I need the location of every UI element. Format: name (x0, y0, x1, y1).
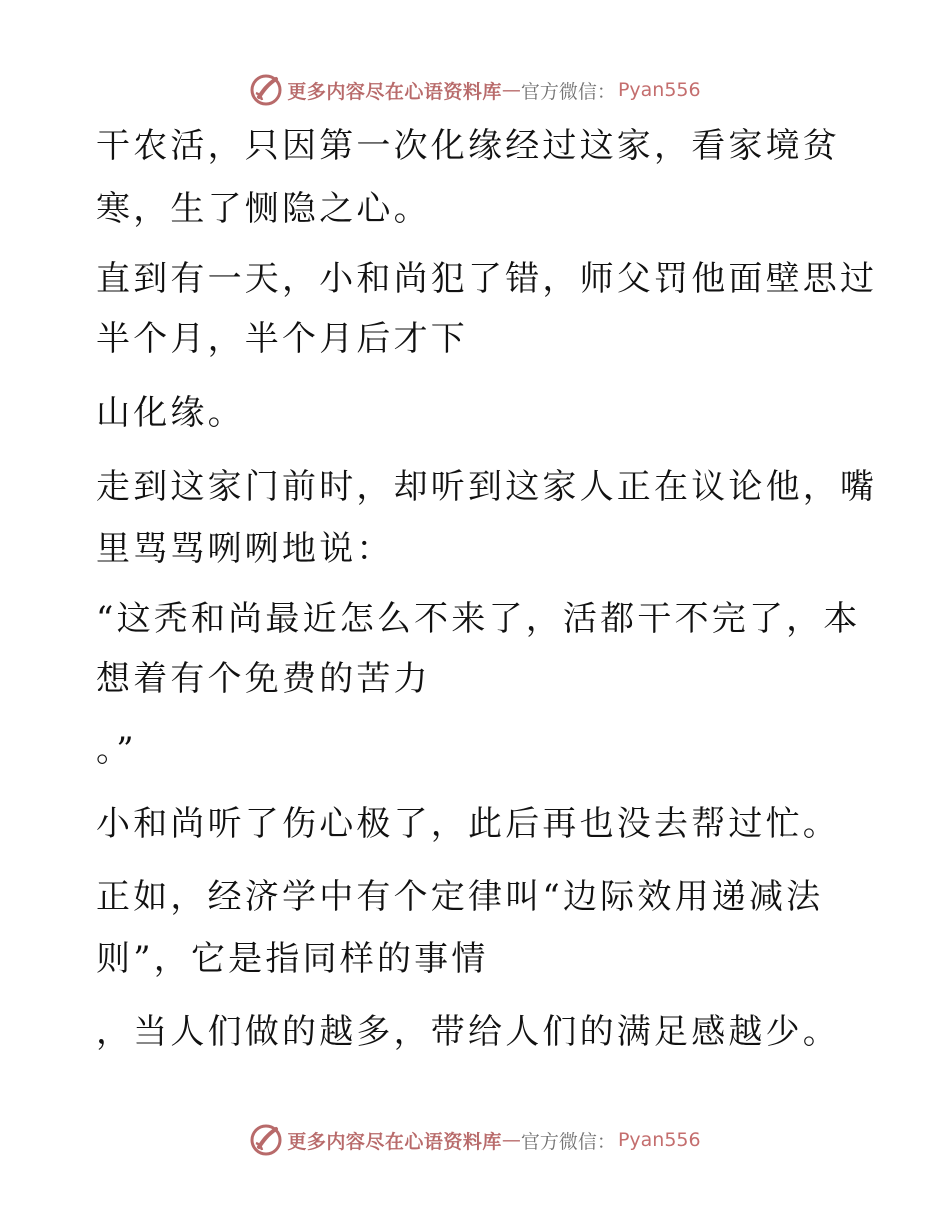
watermark-main-text: 更多内容尽在心语资料库 (287, 80, 502, 103)
body-line: 则”，它是指同样的事情 (96, 939, 489, 979)
watermark-wechat-id: Pyan556 (617, 1129, 701, 1151)
watermark-separator: — (501, 79, 521, 101)
body-line: 山化缘。 (96, 393, 245, 433)
watermark-official-label: 官方微信： (520, 80, 616, 103)
footer-watermark (0, 1120, 950, 1160)
body-line: 走到这家门前时，却听到这家人正在议论他，嘴 (96, 467, 878, 507)
body-line: 。” (96, 730, 137, 770)
brush-seal-logo-icon (249, 1123, 283, 1157)
body-line: 半个月，半个月后才下 (96, 319, 468, 359)
body-line: ，当人们做的越多，带给人们的满足感越少。 (96, 1012, 840, 1052)
body-line: 小和尚听了伤心极了，此后再也没去帮过忙。 (96, 804, 840, 844)
body-line: 直到有一天，小和尚犯了错，师父罚他面壁思过 (96, 259, 878, 299)
body-line: 想着有个免费的苦力 (96, 659, 431, 699)
watermark-main-text: 更多内容尽在心语资料库 (287, 1130, 502, 1153)
body-line: 干农活，只因第一次化缘经过这家，看家境贫 (96, 126, 840, 166)
watermark-official-label: 官方微信： (520, 1130, 616, 1153)
watermark-separator: — (501, 1129, 521, 1151)
body-line: “这秃和尚最近怎么不来了，活都干不完了，本 (96, 599, 861, 639)
body-line: 寒，生了恻隐之心。 (96, 189, 431, 229)
body-line: 里骂骂咧咧地说： (96, 529, 394, 569)
watermark-wechat-id: Pyan556 (617, 79, 701, 101)
body-line: 正如，经济学中有个定律叫“边际效用递减法 (96, 877, 824, 917)
